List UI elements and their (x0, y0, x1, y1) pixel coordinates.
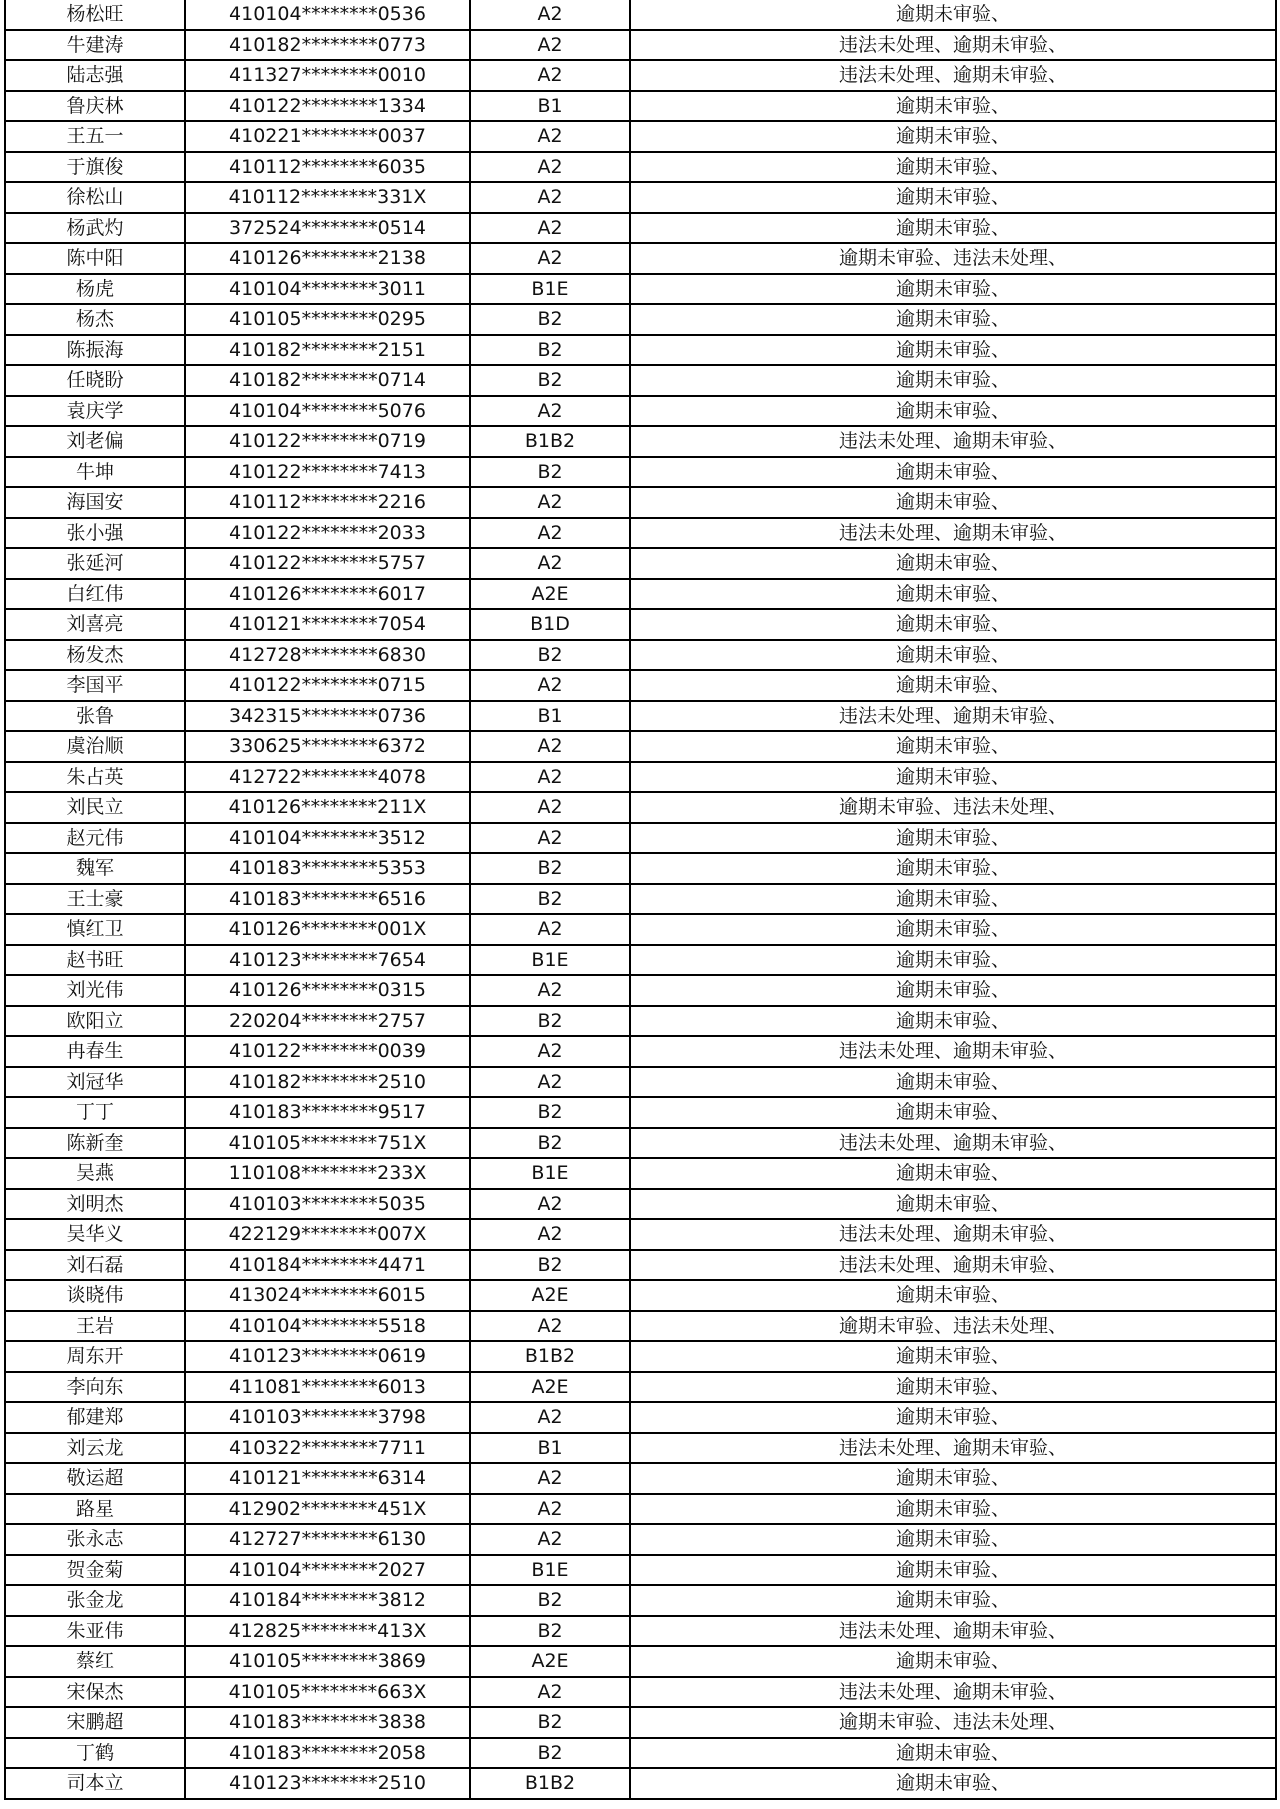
name-cell: 刘光伟 (5, 975, 185, 1006)
status-cell: 逾期未审验、 (630, 396, 1276, 427)
status-cell: 逾期未审验、 (630, 0, 1276, 30)
status-cell: 逾期未审验、 (630, 945, 1276, 976)
name-cell: 刘冠华 (5, 1067, 185, 1098)
license-class-cell: B2 (470, 1006, 630, 1037)
name-cell: 李向东 (5, 1372, 185, 1403)
id-number-cell: 410122********5757 (185, 548, 470, 579)
status-cell: 逾期未审验、 (630, 1341, 1276, 1372)
status-cell: 逾期未审验、 (630, 1524, 1276, 1555)
license-class-cell: B2 (470, 335, 630, 366)
name-cell: 张鲁 (5, 701, 185, 732)
id-number-cell: 410122********0039 (185, 1036, 470, 1067)
table-row (5, 884, 1276, 915)
id-number-cell: 410182********0714 (185, 365, 470, 396)
name-cell: 陈振海 (5, 335, 185, 366)
license-class-cell: A2E (470, 1372, 630, 1403)
status-cell: 逾期未审验、 (630, 884, 1276, 915)
table-row (5, 731, 1276, 762)
status-cell: 逾期未审验、 (630, 1585, 1276, 1616)
license-class-cell: B2 (470, 1616, 630, 1647)
id-number-cell: 411081********6013 (185, 1372, 470, 1403)
license-class-cell: A2 (470, 1219, 630, 1250)
id-number-cell: 410221********0037 (185, 121, 470, 152)
id-number-cell: 410105********0295 (185, 304, 470, 335)
table-row (5, 823, 1276, 854)
name-cell: 杨松旺 (5, 0, 185, 30)
table-row (5, 1097, 1276, 1128)
license-class-cell: B1E (470, 1158, 630, 1189)
license-class-cell: A2 (470, 152, 630, 183)
status-cell: 逾期未审验、 (630, 762, 1276, 793)
license-class-cell: A2 (470, 213, 630, 244)
table-row (5, 518, 1276, 549)
status-cell: 违法未处理、逾期未审验、 (630, 1677, 1276, 1708)
status-cell: 逾期未审验、 (630, 457, 1276, 488)
table-row (5, 60, 1276, 91)
table-row (5, 335, 1276, 366)
license-class-cell: A2 (470, 60, 630, 91)
table-row (5, 1585, 1276, 1616)
id-number-cell: 410104********0536 (185, 0, 470, 30)
license-class-cell: A2 (470, 30, 630, 61)
table-row (5, 1494, 1276, 1525)
id-number-cell: 411327********0010 (185, 60, 470, 91)
status-cell: 逾期未审验、 (630, 1646, 1276, 1677)
id-number-cell: 410104********5076 (185, 396, 470, 427)
license-class-cell: B1 (470, 1433, 630, 1464)
status-cell: 违法未处理、逾期未审验、 (630, 701, 1276, 732)
license-class-cell: A2 (470, 975, 630, 1006)
table-row (5, 1555, 1276, 1586)
license-class-cell: A2 (470, 1036, 630, 1067)
id-number-cell: 372524********0514 (185, 213, 470, 244)
id-number-cell: 410104********3011 (185, 274, 470, 305)
license-class-cell: B2 (470, 1707, 630, 1738)
status-cell: 违法未处理、逾期未审验、 (630, 1036, 1276, 1067)
id-number-cell: 410123********0619 (185, 1341, 470, 1372)
name-cell: 刘喜亮 (5, 609, 185, 640)
status-cell: 违法未处理、逾期未审验、 (630, 426, 1276, 457)
license-class-cell: B2 (470, 640, 630, 671)
license-class-cell: A2 (470, 548, 630, 579)
table-row (5, 426, 1276, 457)
id-number-cell: 422129********007X (185, 1219, 470, 1250)
name-cell: 于旗俊 (5, 152, 185, 183)
license-class-cell: B2 (470, 1250, 630, 1281)
id-number-cell: 410182********2510 (185, 1067, 470, 1098)
id-number-cell: 410182********0773 (185, 30, 470, 61)
name-cell: 刘云龙 (5, 1433, 185, 1464)
id-number-cell: 410183********3838 (185, 1707, 470, 1738)
status-cell: 逾期未审验、 (630, 640, 1276, 671)
license-class-cell: B1D (470, 609, 630, 640)
table-row (5, 213, 1276, 244)
table-row (5, 1738, 1276, 1769)
table-row (5, 762, 1276, 793)
id-number-cell: 412825********413X (185, 1616, 470, 1647)
id-number-cell: 413024********6015 (185, 1280, 470, 1311)
status-cell: 逾期未审验、 (630, 213, 1276, 244)
table-row (5, 1219, 1276, 1250)
license-class-cell: B1B2 (470, 1768, 630, 1799)
status-cell: 逾期未审验、 (630, 182, 1276, 213)
status-cell: 逾期未审验、 (630, 335, 1276, 366)
status-cell: 逾期未审验、 (630, 914, 1276, 945)
table-row (5, 1707, 1276, 1738)
table-row (5, 1616, 1276, 1647)
license-class-cell: B2 (470, 853, 630, 884)
status-cell: 逾期未审验、 (630, 365, 1276, 396)
id-number-cell: 410184********4471 (185, 1250, 470, 1281)
license-class-cell: A2 (470, 670, 630, 701)
name-cell: 朱占英 (5, 762, 185, 793)
status-cell: 违法未处理、逾期未审验、 (630, 1616, 1276, 1647)
table-row (5, 701, 1276, 732)
license-class-cell: B1E (470, 274, 630, 305)
status-cell: 逾期未审验、 (630, 487, 1276, 518)
license-class-cell: A2 (470, 182, 630, 213)
status-cell: 逾期未审验、 (630, 670, 1276, 701)
license-class-cell: A2E (470, 579, 630, 610)
name-cell: 鲁庆林 (5, 91, 185, 122)
status-cell: 逾期未审验、 (630, 1463, 1276, 1494)
license-class-cell: A2E (470, 1280, 630, 1311)
license-class-cell: A2 (470, 487, 630, 518)
id-number-cell: 410104********3512 (185, 823, 470, 854)
table-row (5, 792, 1276, 823)
license-class-cell: B2 (470, 1738, 630, 1769)
table-row (5, 1677, 1276, 1708)
table-row (5, 609, 1276, 640)
id-number-cell: 410104********5518 (185, 1311, 470, 1342)
id-number-cell: 342315********0736 (185, 701, 470, 732)
name-cell: 谈晓伟 (5, 1280, 185, 1311)
id-number-cell: 410123********7654 (185, 945, 470, 976)
status-cell: 逾期未审验、 (630, 1280, 1276, 1311)
license-class-cell: A2 (470, 0, 630, 30)
license-class-cell: B2 (470, 457, 630, 488)
id-number-cell: 412722********4078 (185, 762, 470, 793)
license-class-cell: B1E (470, 945, 630, 976)
id-number-cell: 410123********2510 (185, 1768, 470, 1799)
table-row (5, 670, 1276, 701)
table-row (5, 487, 1276, 518)
id-number-cell: 412727********6130 (185, 1524, 470, 1555)
table-row (5, 1768, 1276, 1799)
table-row (5, 365, 1276, 396)
id-number-cell: 410105********663X (185, 1677, 470, 1708)
id-number-cell: 412902********451X (185, 1494, 470, 1525)
id-number-cell: 410105********751X (185, 1128, 470, 1159)
table-row (5, 91, 1276, 122)
status-cell: 逾期未审验、 (630, 823, 1276, 854)
id-number-cell: 410322********7711 (185, 1433, 470, 1464)
license-class-cell: B1 (470, 91, 630, 122)
status-cell: 违法未处理、逾期未审验、 (630, 518, 1276, 549)
id-number-cell: 410121********6314 (185, 1463, 470, 1494)
table-row (5, 1158, 1276, 1189)
name-cell: 丁鹤 (5, 1738, 185, 1769)
table-row (5, 1646, 1276, 1677)
license-class-cell: A2 (470, 121, 630, 152)
status-cell: 逾期未审验、违法未处理、 (630, 792, 1276, 823)
name-cell: 蔡红 (5, 1646, 185, 1677)
status-cell: 逾期未审验、 (630, 975, 1276, 1006)
status-cell: 逾期未审验、 (630, 548, 1276, 579)
table-row (5, 457, 1276, 488)
table-row (5, 579, 1276, 610)
id-number-cell: 410126********001X (185, 914, 470, 945)
license-class-cell: A2 (470, 1524, 630, 1555)
license-class-cell: A2 (470, 1067, 630, 1098)
license-class-cell: A2 (470, 823, 630, 854)
name-cell: 海国安 (5, 487, 185, 518)
table-row (5, 396, 1276, 427)
name-cell: 刘石磊 (5, 1250, 185, 1281)
table-row (5, 182, 1276, 213)
table-row (5, 1128, 1276, 1159)
id-number-cell: 412728********6830 (185, 640, 470, 671)
license-class-cell: A2 (470, 731, 630, 762)
name-cell: 李国平 (5, 670, 185, 701)
license-class-cell: B1B2 (470, 426, 630, 457)
table-row (5, 1280, 1276, 1311)
table-row (5, 274, 1276, 305)
name-cell: 虞治顺 (5, 731, 185, 762)
status-cell: 逾期未审验、 (630, 579, 1276, 610)
status-cell: 逾期未审验、 (630, 1494, 1276, 1525)
table-row (5, 1341, 1276, 1372)
id-number-cell: 330625********6372 (185, 731, 470, 762)
id-number-cell: 410104********2027 (185, 1555, 470, 1586)
status-cell: 逾期未审验、 (630, 609, 1276, 640)
status-cell: 逾期未审验、 (630, 853, 1276, 884)
name-cell: 刘老偏 (5, 426, 185, 457)
table-row (5, 853, 1276, 884)
id-number-cell: 410184********3812 (185, 1585, 470, 1616)
name-cell: 杨虎 (5, 274, 185, 305)
license-class-cell: B2 (470, 365, 630, 396)
license-class-cell: B1E (470, 1555, 630, 1586)
id-number-cell: 410126********6017 (185, 579, 470, 610)
status-cell: 逾期未审验、 (630, 274, 1276, 305)
id-number-cell: 220204********2757 (185, 1006, 470, 1037)
id-number-cell: 410112********6035 (185, 152, 470, 183)
name-cell: 刘民立 (5, 792, 185, 823)
license-class-cell: A2E (470, 1646, 630, 1677)
status-cell: 逾期未审验、 (630, 1097, 1276, 1128)
status-cell: 违法未处理、逾期未审验、 (630, 1250, 1276, 1281)
name-cell: 任晓盼 (5, 365, 185, 396)
license-class-cell: A2 (470, 396, 630, 427)
table-row (5, 121, 1276, 152)
status-cell: 逾期未审验、违法未处理、 (630, 1707, 1276, 1738)
status-cell: 逾期未审验、 (630, 152, 1276, 183)
status-cell: 逾期未审验、 (630, 304, 1276, 335)
id-number-cell: 410126********2138 (185, 243, 470, 274)
table-row (5, 1402, 1276, 1433)
id-number-cell: 410183********5353 (185, 853, 470, 884)
name-cell: 白红伟 (5, 579, 185, 610)
id-number-cell: 410112********2216 (185, 487, 470, 518)
id-number-cell: 410183********9517 (185, 1097, 470, 1128)
table-row (5, 1372, 1276, 1403)
name-cell: 吴燕 (5, 1158, 185, 1189)
table-row (5, 1067, 1276, 1098)
status-cell: 违法未处理、逾期未审验、 (630, 1219, 1276, 1250)
id-number-cell: 410122********7413 (185, 457, 470, 488)
name-cell: 慎红卫 (5, 914, 185, 945)
license-class-cell: B2 (470, 1128, 630, 1159)
license-class-cell: A2 (470, 1311, 630, 1342)
table-row (5, 1311, 1276, 1342)
name-cell: 陈新奎 (5, 1128, 185, 1159)
id-number-cell: 410122********1334 (185, 91, 470, 122)
table-row (5, 1250, 1276, 1281)
id-number-cell: 410122********0715 (185, 670, 470, 701)
id-number-cell: 410121********7054 (185, 609, 470, 640)
document-page (4, 0, 1275, 1800)
id-number-cell: 110108********233X (185, 1158, 470, 1189)
table-row (5, 243, 1276, 274)
id-number-cell: 410103********5035 (185, 1189, 470, 1220)
name-cell: 刘明杰 (5, 1189, 185, 1220)
name-cell: 赵元伟 (5, 823, 185, 854)
id-number-cell: 410126********0315 (185, 975, 470, 1006)
license-class-cell: B1 (470, 701, 630, 732)
table-body (5, 0, 1276, 1799)
id-number-cell: 410112********331X (185, 182, 470, 213)
table-row (5, 0, 1276, 30)
name-cell: 王五一 (5, 121, 185, 152)
table-row (5, 975, 1276, 1006)
name-cell: 郁建郑 (5, 1402, 185, 1433)
name-cell: 王岩 (5, 1311, 185, 1342)
id-number-cell: 410183********2058 (185, 1738, 470, 1769)
status-cell: 违法未处理、逾期未审验、 (630, 60, 1276, 91)
table-row (5, 640, 1276, 671)
name-cell: 朱亚伟 (5, 1616, 185, 1647)
name-cell: 宋保杰 (5, 1677, 185, 1708)
id-number-cell: 410103********3798 (185, 1402, 470, 1433)
name-cell: 贺金菊 (5, 1555, 185, 1586)
license-class-cell: B2 (470, 1585, 630, 1616)
name-cell: 丁丁 (5, 1097, 185, 1128)
name-cell: 欧阳立 (5, 1006, 185, 1037)
name-cell: 杨武灼 (5, 213, 185, 244)
status-cell: 逾期未审验、 (630, 1189, 1276, 1220)
name-cell: 吴华义 (5, 1219, 185, 1250)
status-cell: 逾期未审验、 (630, 121, 1276, 152)
name-cell: 司本立 (5, 1768, 185, 1799)
name-cell: 魏军 (5, 853, 185, 884)
status-cell: 逾期未审验、 (630, 1555, 1276, 1586)
status-cell: 逾期未审验、 (630, 1768, 1276, 1799)
id-number-cell: 410183********6516 (185, 884, 470, 915)
driver-roster-table (4, 0, 1277, 1800)
name-cell: 宋鹏超 (5, 1707, 185, 1738)
status-cell: 逾期未审验、 (630, 1006, 1276, 1037)
name-cell: 陆志强 (5, 60, 185, 91)
id-number-cell: 410122********2033 (185, 518, 470, 549)
name-cell: 陈中阳 (5, 243, 185, 274)
name-cell: 杨杰 (5, 304, 185, 335)
license-class-cell: A2 (470, 1494, 630, 1525)
table-row (5, 1189, 1276, 1220)
table-row (5, 304, 1276, 335)
name-cell: 袁庆学 (5, 396, 185, 427)
table-row (5, 1463, 1276, 1494)
license-class-cell: A2 (470, 914, 630, 945)
name-cell: 张金龙 (5, 1585, 185, 1616)
table-row (5, 1433, 1276, 1464)
license-class-cell: B2 (470, 884, 630, 915)
status-cell: 违法未处理、逾期未审验、 (630, 30, 1276, 61)
table-row (5, 1006, 1276, 1037)
name-cell: 张延河 (5, 548, 185, 579)
license-class-cell: B2 (470, 304, 630, 335)
table-row (5, 548, 1276, 579)
license-class-cell: B2 (470, 1097, 630, 1128)
license-class-cell: A2 (470, 1189, 630, 1220)
name-cell: 路星 (5, 1494, 185, 1525)
id-number-cell: 410105********3869 (185, 1646, 470, 1677)
name-cell: 牛坤 (5, 457, 185, 488)
license-class-cell: A2 (470, 243, 630, 274)
table-row (5, 152, 1276, 183)
name-cell: 张永志 (5, 1524, 185, 1555)
status-cell: 逾期未审验、 (630, 91, 1276, 122)
table-row (5, 1036, 1276, 1067)
license-class-cell: A2 (470, 1677, 630, 1708)
status-cell: 逾期未审验、 (630, 1067, 1276, 1098)
name-cell: 王士豪 (5, 884, 185, 915)
name-cell: 张小强 (5, 518, 185, 549)
name-cell: 周东开 (5, 1341, 185, 1372)
status-cell: 逾期未审验、违法未处理、 (630, 243, 1276, 274)
license-class-cell: A2 (470, 792, 630, 823)
id-number-cell: 410126********211X (185, 792, 470, 823)
status-cell: 逾期未审验、 (630, 1738, 1276, 1769)
name-cell: 冉春生 (5, 1036, 185, 1067)
license-class-cell: A2 (470, 518, 630, 549)
status-cell: 违法未处理、逾期未审验、 (630, 1433, 1276, 1464)
name-cell: 徐松山 (5, 182, 185, 213)
status-cell: 逾期未审验、 (630, 1402, 1276, 1433)
license-class-cell: A2 (470, 762, 630, 793)
name-cell: 杨发杰 (5, 640, 185, 671)
table-row (5, 914, 1276, 945)
status-cell: 违法未处理、逾期未审验、 (630, 1128, 1276, 1159)
license-class-cell: B1B2 (470, 1341, 630, 1372)
license-class-cell: A2 (470, 1463, 630, 1494)
status-cell: 逾期未审验、 (630, 1372, 1276, 1403)
id-number-cell: 410182********2151 (185, 335, 470, 366)
status-cell: 逾期未审验、 (630, 1158, 1276, 1189)
name-cell: 牛建涛 (5, 30, 185, 61)
status-cell: 逾期未审验、违法未处理、 (630, 1311, 1276, 1342)
table-row (5, 1524, 1276, 1555)
table-row (5, 945, 1276, 976)
name-cell: 敬运超 (5, 1463, 185, 1494)
name-cell: 赵书旺 (5, 945, 185, 976)
license-class-cell: A2 (470, 1402, 630, 1433)
table-row (5, 30, 1276, 61)
status-cell: 逾期未审验、 (630, 731, 1276, 762)
id-number-cell: 410122********0719 (185, 426, 470, 457)
